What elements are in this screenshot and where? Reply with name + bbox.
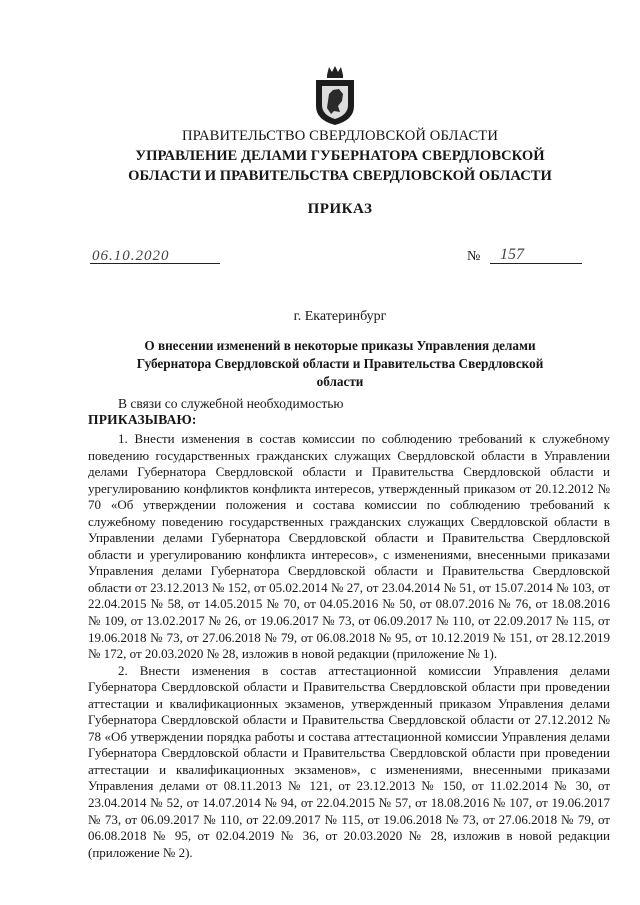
date-underline: [90, 263, 220, 264]
order-subject: О внесении изменений в некоторые приказы Управления делами Губернатора Свердловской области и Правительства Свердловской области: [136, 338, 544, 389]
paragraph-1: 1. Внести изменения в состав комиссии по соблюдению требований к служебному поведению государственных гражданских служащих Свердловской области в Управлении делами Губернатора Свердловской области и Правительства Свердловской области и урегулированию конфликтов конфликта интересов, утвержденный приказом от 20.12.2012 № 70 «Об утверждении положения и состава комиссии по соблюдению требований к служебному поведению государственных гражданских служащих Свердловской области в Управлении делами Губернатора Свердловской области и Правительства Свердловской области и урегулированию конфликта интересов», с изменениями, внесенными приказами Управления делами Губернатора Свердловской области и Правительства Свердловской области от 23.12.2013 № 152, от 05.02.2014 № 27, от 23.04.2014 № 51, от 15.07.2014 № 103, от 22.04.2015 № 58, от 14.05.2015 № 70, от 04.05.2016 № 50, от 08.07.2016 № 76, от 18.08.2016 № 109, от 13.02.2017 № 26, от 19.06.2017 № 73, от 06.09.2017 № 110, от 22.09.2017 № 115, от 19.06.2018 № 73, от 27.06.2018 № 79, от 06.08.2018 № 95, от 10.12.2019 № 151, от 28.12.2019 № 172, от 20.03.2020 № 28, изложив в новой редакции (приложение № 1).: [88, 431, 610, 662]
order-title: ПРИКАЗ: [307, 201, 373, 217]
order-date: 06.10.2020: [92, 248, 170, 264]
intro-text: В связи со служебной необходимостью: [118, 396, 344, 411]
order-number: 157: [500, 246, 524, 263]
order-number-label: №: [467, 249, 481, 264]
number-underline: [490, 263, 582, 264]
order-body: [88, 431, 610, 861]
city-line: г. Екатеринбург: [293, 309, 387, 324]
department-title-line1: УПРАВЛЕНИЕ ДЕЛАМИ ГУБЕРНАТОРА СВЕРДЛОВСКОЙ: [135, 148, 545, 164]
department-title-line2: ОБЛАСТИ И ПРАВИТЕЛЬСТВА СВЕРДЛОВСКОЙ ОБЛАСТИ: [128, 168, 552, 184]
coat-of-arms-emblem: [312, 64, 358, 126]
paragraph-2: 2. Внести изменения в состав аттестационной комиссии Управления делами Губернатора Свердловской области и Правительства Свердловской области при проведении аттестации и квалификационных экзаменов, утвержденный приказом Управления делами Губернатора Свердловской области и Правительства Свердловской области от 27.12.2012 № 78 «Об утверждении порядка работы и состава аттестационной комиссии Управления делами Губернатора Свердловской области и Правительства Свердловской области при проведении аттестации и квалификационных экзаменов», с изменениями, внесенными приказами Управления делами от 08.11.2013 № 121, от 23.12.2013 № 150, от 11.02.2014 № 30, от 23.04.2014 № 52, от 14.07.2014 № 94, от 22.04.2015 № 57, от 18.08.2016 № 107, от 19.06.2017 № 73, от 06.09.2017 № 110, от 22.09.2017 № 115, от 19.06.2018 № 73, от 27.06.2018 № 79, от 06.08.2018 № 95, от 02.04.2019 № 36, от 20.03.2020 № 28, изложив в новой редакции (приложение № 2).: [88, 662, 610, 860]
decree-heading: ПРИКАЗЫВАЮ:: [88, 412, 197, 427]
government-title: ПРАВИТЕЛЬСТВО СВЕРДЛОВСКОЙ ОБЛАСТИ: [182, 128, 498, 144]
